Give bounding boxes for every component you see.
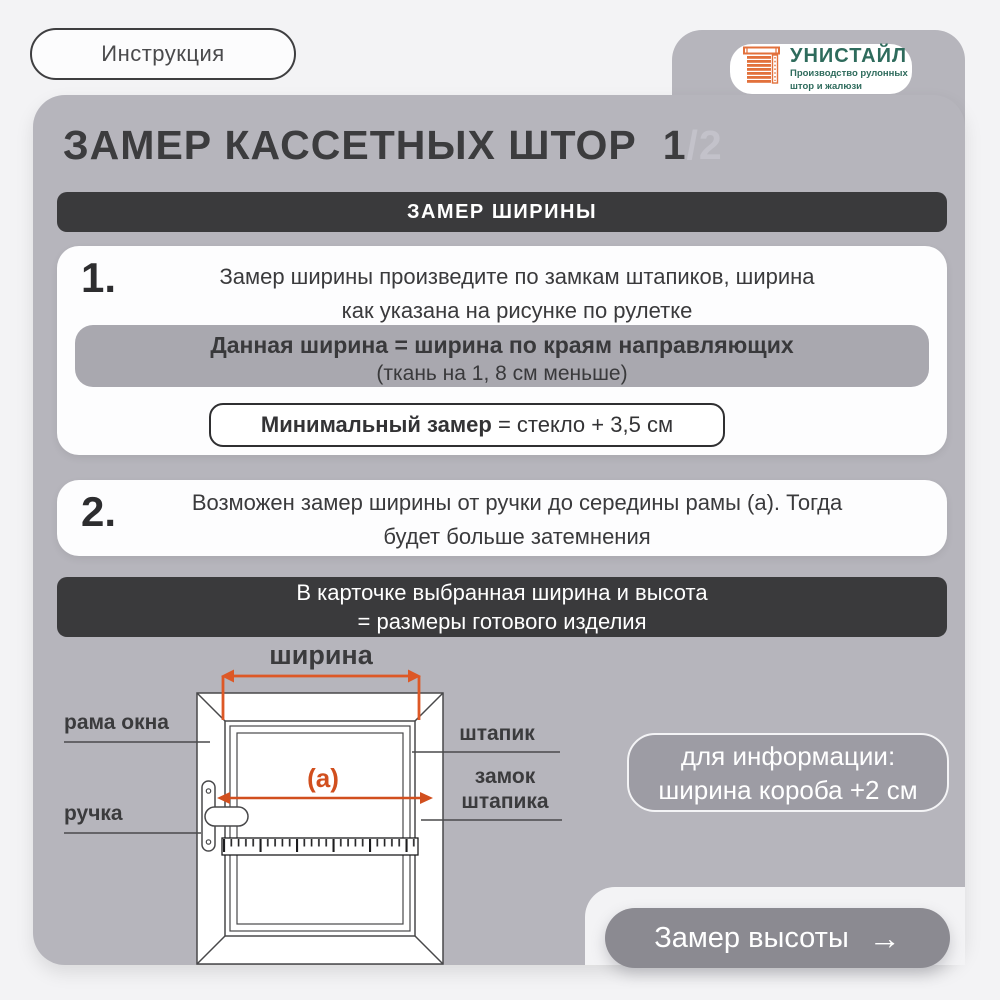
glazing-bead-label: штапик [459, 722, 535, 745]
minimum-measure-rest: = стекло + 3,5 см [491, 412, 674, 437]
step1-line2: как указана на рисунке по рулетке [341, 298, 693, 323]
step2-card [57, 480, 947, 556]
title-text: ЗАМЕР КАССЕТНЫХ ШТОР [63, 122, 637, 168]
step2-line2: будет больше затемнения [383, 524, 651, 549]
step2-text [117, 486, 917, 554]
card-note-bar [57, 577, 947, 637]
frame-label: рама окна [64, 711, 169, 734]
measuring-tape [222, 838, 418, 855]
step1-number: 1. [81, 254, 117, 301]
width-label: ширина [269, 640, 373, 670]
width-section-heading [57, 192, 947, 232]
minimum-measure-bold: Минимальный замер [260, 412, 492, 437]
step1-line1: Замер ширины произведите по замкам штапиков, ширина [219, 264, 815, 289]
highlight-bold: Данная ширина = ширина по краям направляющих [210, 332, 794, 358]
width-heading-label: ЗАМЕР ШИРИНЫ [406, 200, 598, 223]
card-note-line2: = размеры готового изделия [357, 609, 647, 634]
a-label: (a) [307, 763, 339, 793]
window-diagram [40, 640, 580, 966]
info-box [627, 733, 949, 812]
blinds-icon [742, 46, 782, 93]
bead-lock-label-1: замок [474, 765, 536, 788]
highlight-note: (ткань на 1, 8 см меньше) [376, 362, 628, 385]
info-box-line2: ширина короба +2 см [658, 774, 918, 805]
page-rest: /2 [686, 122, 723, 168]
step1-text [117, 260, 917, 328]
page-title [63, 122, 943, 174]
width-highlight-bar [75, 325, 929, 387]
handle-label: ручка [64, 802, 123, 825]
height-measure-button[interactable] [605, 908, 950, 968]
window-frame [197, 693, 443, 964]
right-arrow-icon: → [868, 920, 901, 956]
step1-card [57, 246, 947, 455]
step2-number: 2. [81, 488, 117, 535]
brand-logo [730, 44, 912, 94]
card-note-line1: В карточке выбранная ширина и высота [296, 580, 708, 605]
page-indicator [663, 122, 723, 168]
instruction-badge [30, 28, 296, 80]
bead-lock-label-2: штапика [461, 790, 549, 813]
step2-line1: Возможен замер ширины от ручки до середины рамы (а). Тогда [191, 490, 843, 515]
brand-tagline-1: Производство рулонных [790, 68, 908, 79]
info-box-line1: для информации: [680, 740, 896, 771]
minimum-measure-box [209, 403, 725, 447]
brand-tagline-2: штор и жалюзи [790, 81, 863, 92]
height-button-label: Замер высоты [654, 921, 849, 954]
page-current: 1 [662, 122, 687, 168]
instruction-badge-label: Инструкция [101, 41, 225, 66]
brand-name: УНИСТАЙЛ [790, 45, 908, 67]
